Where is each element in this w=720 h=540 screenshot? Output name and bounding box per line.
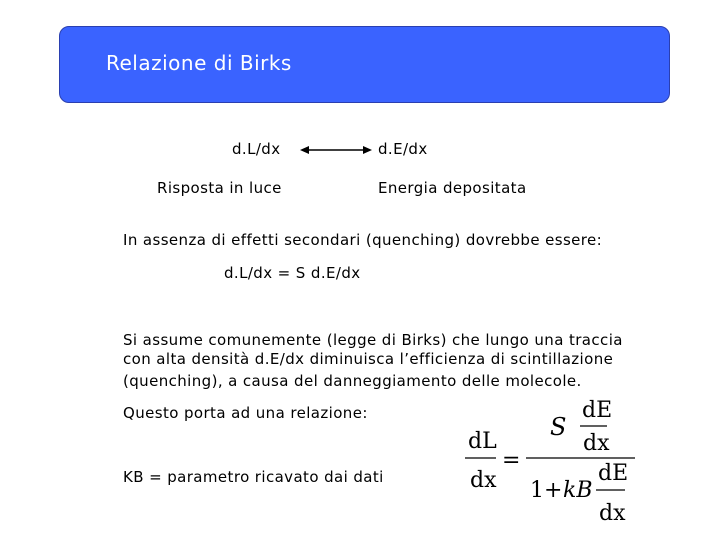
light-response-derivative: d.L/dx	[232, 140, 281, 158]
paragraph-no-quenching: In assenza di effetti secondari (quenching) dovrebbe essere:	[123, 231, 603, 249]
paragraph-relation-intro: Questo porta ad una relazione:	[123, 404, 368, 422]
paragraph-birks-line-3: (quenching), a causa del danneggiamento delle molecole.	[123, 372, 582, 390]
energy-deposit-derivative: d.E/dx	[378, 140, 428, 158]
formula-rhs-one-plus: 1+	[530, 478, 563, 503]
formula-rhs-numerator-dx: dx	[583, 431, 610, 456]
double-headed-arrow-icon	[300, 141, 372, 159]
paragraph-birks-line-1: Si assume comunemente (legge di Birks) che lungo una traccia	[123, 331, 623, 349]
formula-lhs-denominator: dx	[470, 468, 497, 493]
linear-equation: d.L/dx = S d.E/dx	[224, 264, 361, 282]
formula-equals: =	[502, 448, 521, 473]
formula-rhs-denominator-de: dE	[598, 461, 629, 486]
formula-rhs-denominator-dx: dx	[599, 501, 626, 526]
light-response-label: Risposta in luce	[157, 179, 282, 197]
energy-deposit-label: Energia depositata	[378, 179, 527, 197]
title-box	[59, 26, 670, 103]
slide-title: Relazione di Birks	[106, 51, 292, 75]
formula-lhs-numerator: dL	[468, 429, 497, 454]
formula-rhs-numerator-de: dE	[582, 398, 613, 423]
paragraph-birks-line-2: con alta densità d.E/dx diminuisca l’efficienza di scintillazione	[123, 350, 614, 368]
formula-rhs-kb: kB	[563, 478, 593, 503]
birks-formula	[460, 395, 640, 530]
kb-definition: KB = parametro ricavato dai dati	[123, 468, 384, 486]
formula-rhs-s: S	[550, 413, 567, 441]
